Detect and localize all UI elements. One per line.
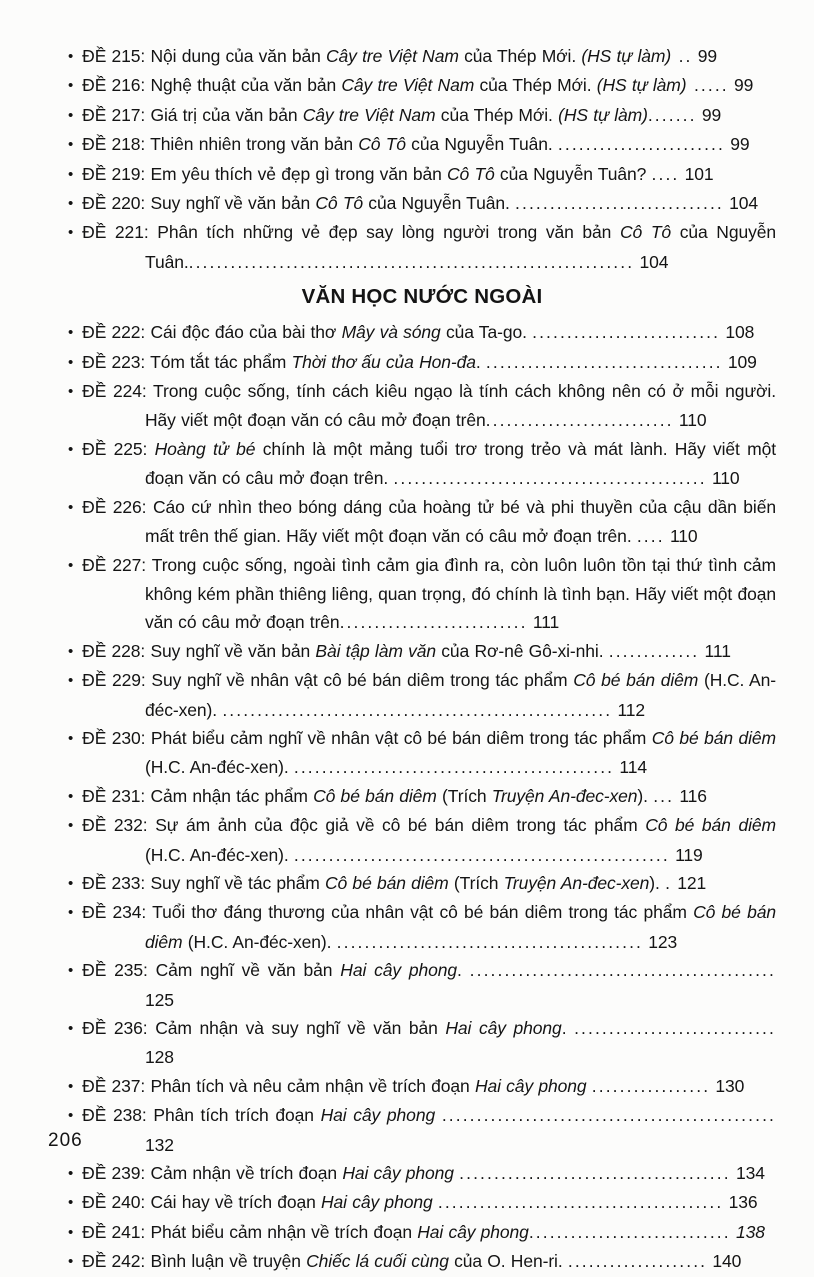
- bullet-icon: •: [68, 904, 74, 922]
- entry-text: Hai cây phong: [417, 1221, 529, 1242]
- entry-text: của Rơ-nê Gô-xi-nhi.: [436, 640, 609, 661]
- entry-text: Cây tre Việt Nam: [326, 46, 459, 66]
- entry-label: ĐỀ 222:: [82, 322, 146, 343]
- leader-dots: ....: [636, 526, 665, 547]
- entry-label: ĐỀ 219:: [82, 163, 146, 184]
- leader-dots: ........................: [557, 134, 725, 155]
- entry-text: Bình luận về truyện: [150, 1251, 307, 1272]
- entry-text: Cô Tô: [619, 222, 672, 243]
- bullet-icon: •: [68, 1020, 74, 1037]
- toc-entry-219: [68, 160, 776, 189]
- entry-text: Tuổi thơ đáng thương của nhân vật cô bé bán diêm trong tác phẩm: [152, 902, 694, 923]
- entry-label: ĐỀ 220:: [82, 193, 146, 214]
- bullet-icon: •: [68, 136, 74, 154]
- entry-text: Giá trị của văn bản: [150, 104, 303, 125]
- entry-text: Truyện An-đec-xen: [503, 872, 650, 893]
- toc-entry-216: [68, 71, 776, 100]
- entry-label: ĐỀ 240:: [82, 1192, 146, 1213]
- page-ref: 108: [720, 322, 755, 343]
- bullet-icon: •: [68, 817, 74, 835]
- entry-text: (Trích: [436, 785, 492, 806]
- entry-text: Phân tích và nêu cảm nhận về trích đoạn: [150, 1075, 475, 1096]
- entry-text: Trong cuộc sống, ngoài tình cảm gia đình ra, còn luôn luôn tồn tại thứ tình cảm không kém phần thiêng liêng, quan trọng, đó chính là tình bạn. Hãy viết một đoạn văn có câu mở đoạn trên: [145, 554, 776, 633]
- toc-entry-218: [68, 130, 776, 159]
- entry-text: Cô Tô: [358, 134, 406, 155]
- entry-text: Sự ám ảnh của độc giả về cô bé bán diêm trong tác phẩm: [155, 815, 646, 836]
- entry-label: ĐỀ 238:: [82, 1105, 147, 1126]
- entry-text: Cái độc đáo của bài thơ: [150, 322, 342, 343]
- page-ref: 136: [723, 1192, 758, 1213]
- entry-text: Phát biểu cảm nghĩ về nhân vật cô bé bán diêm trong tác phẩm: [150, 727, 652, 748]
- entry-text: (H.C. An-đéc-xen).: [145, 757, 294, 778]
- entry-text: Thiên nhiên trong văn bản: [150, 134, 359, 155]
- entry-label: ĐỀ 235:: [82, 960, 148, 981]
- entry-text: của Thép Mới.: [458, 46, 582, 66]
- leader-dots: .....: [686, 75, 729, 96]
- page-ref: 112: [612, 699, 646, 720]
- entry-label: ĐỀ 228:: [82, 640, 146, 661]
- entry-text: .: [475, 351, 486, 372]
- entry-text: Bài tập làm văn: [315, 640, 437, 661]
- toc-list: [68, 42, 776, 1277]
- toc-entry-242: [68, 1247, 776, 1276]
- entry-label: ĐỀ 223:: [82, 351, 146, 372]
- entry-label: ĐỀ 230:: [82, 727, 146, 748]
- page-ref: 130: [710, 1075, 745, 1096]
- entry-text: Hai cây phong: [445, 1018, 562, 1038]
- entry-text: của Ta-go.: [440, 322, 533, 343]
- toc-entry-224: [68, 377, 776, 435]
- page-ref: 99: [692, 46, 718, 66]
- leader-dots: ...........................: [339, 612, 528, 633]
- entry-text: của O. Hen-ri.: [448, 1251, 568, 1272]
- entry-label: ĐỀ 217:: [82, 104, 146, 125]
- entry-text: Chiếc lá cuối cùng: [306, 1251, 449, 1272]
- entry-text: Cô bé bán diêm: [573, 670, 699, 691]
- bullet-icon: •: [68, 498, 74, 516]
- bullet-icon: •: [68, 106, 74, 124]
- entry-text: [435, 1105, 442, 1125]
- bullet-icon: •: [68, 383, 74, 401]
- entry-text: Phát biểu cảm nhận về trích đoạn: [150, 1221, 418, 1242]
- bullet-icon: •: [68, 1253, 74, 1271]
- entry-label: ĐỀ 227:: [82, 554, 146, 575]
- leader-dots: .................: [591, 1075, 711, 1096]
- bullet-icon: •: [68, 353, 74, 371]
- page-ref: 104: [723, 193, 759, 214]
- entry-text: Trong cuộc sống, tính cách kiêu ngạo là tính cách không nên có ở mỗi người. Hãy viết một đoạn văn có câu mở đoạn trên: [145, 381, 776, 431]
- entry-label: ĐỀ 218:: [82, 134, 146, 155]
- page-ref: 110: [706, 468, 740, 489]
- page-ref: 109: [722, 351, 757, 372]
- bullet-icon: •: [68, 556, 74, 574]
- leader-dots: .: [665, 872, 673, 893]
- page-ref: 111: [699, 640, 731, 661]
- page-ref: 116: [674, 785, 707, 806]
- entry-text: Mây và sóng: [341, 322, 441, 343]
- toc-entry-220: [68, 189, 776, 218]
- entry-text: Cô Tô: [315, 193, 364, 214]
- entry-label: ĐỀ 224:: [82, 381, 147, 402]
- leader-dots: ................................................................: [188, 251, 635, 272]
- toc-entry-241: [68, 1218, 776, 1247]
- entry-label: ĐỀ 237:: [82, 1075, 146, 1096]
- page-ref: 104: [634, 251, 669, 272]
- entry-text: Hoàng tử bé: [154, 438, 256, 459]
- page-ref: 99: [696, 104, 722, 125]
- entry-text: (HS tự làm): [596, 75, 687, 96]
- toc-entry-222: [68, 318, 776, 347]
- leader-dots: ............................................: [336, 931, 644, 952]
- toc-entry-226: [68, 493, 776, 551]
- bullet-icon: •: [68, 324, 74, 342]
- leader-dots: ..: [671, 46, 693, 66]
- entry-text: Em yêu thích vẻ đẹp gì trong văn bản: [150, 163, 448, 184]
- toc-entry-235: [68, 956, 776, 1014]
- entry-text: Cây tre Việt Nam: [302, 104, 436, 125]
- bullet-icon: •: [68, 874, 74, 892]
- page-ref: 111: [527, 612, 560, 633]
- page-ref: 138: [730, 1221, 765, 1242]
- entry-text: Cáo cứ nhìn theo bóng dáng của hoàng tử bé và phi thuyền của cậu dần biến mất trên thế gian. Hãy viết một đoạn văn có câu mở đoạn trên.: [145, 496, 776, 547]
- bullet-icon: •: [68, 1107, 74, 1125]
- leader-dots: .......: [647, 104, 697, 125]
- entry-text: Hai cây phong: [474, 1075, 587, 1096]
- leader-dots: .......................................: [459, 1163, 731, 1184]
- toc-entry-215: [68, 42, 776, 71]
- toc-entry-238: [68, 1101, 776, 1159]
- toc-entry-229: [68, 666, 776, 724]
- bullet-icon: •: [68, 195, 74, 213]
- leader-dots: ......................................................: [293, 844, 670, 865]
- entry-text: ).: [637, 785, 654, 806]
- bullet-icon: •: [68, 672, 74, 690]
- entry-text: Hai cây phong: [320, 1105, 436, 1126]
- toc-entry-223: [68, 348, 776, 377]
- page-number: 206: [48, 1130, 83, 1151]
- entry-text: .: [457, 960, 470, 981]
- page-ref: 110: [673, 410, 707, 431]
- leader-dots: .............................: [528, 1221, 731, 1242]
- entry-text: Cô bé bán diêm: [645, 815, 776, 836]
- entry-text: Suy nghĩ về nhân vật cô bé bán diêm trong tác phẩm: [151, 670, 574, 691]
- toc-entry-228: [68, 637, 776, 666]
- entry-text: Tóm tắt tác phẩm: [150, 351, 292, 372]
- toc-entry-217: [68, 101, 776, 130]
- leader-dots: .............: [608, 640, 700, 661]
- entry-text: Thời thơ ấu của Hon-đa: [291, 351, 476, 372]
- leader-dots: ....................: [567, 1251, 708, 1272]
- leader-dots: ...........................: [485, 410, 674, 431]
- entry-text: Hai cây phong: [321, 1192, 433, 1213]
- page-ref: 99: [724, 134, 750, 155]
- leader-dots: ............................................: [469, 960, 776, 981]
- entry-text: chính là một mảng tuổi trơ trong trẻo và mát lành. Hãy viết một đoạn văn có câu mở đoạn trên.: [145, 438, 776, 489]
- page-ref: 119: [669, 844, 703, 865]
- leader-dots: ..............................: [515, 193, 724, 214]
- entry-text: (HS tự làm): [581, 46, 672, 66]
- bullet-icon: •: [68, 77, 74, 95]
- entry-label: ĐỀ 226:: [82, 496, 147, 517]
- entry-text: Truyện An-đec-xen: [491, 785, 638, 806]
- entry-text: Suy nghĩ về văn bản: [150, 640, 316, 661]
- entry-text: Hai cây phong: [340, 960, 458, 981]
- toc-entry-227: [68, 551, 776, 637]
- bullet-icon: •: [68, 962, 74, 980]
- entry-text: Cảm nhận về trích đoạn: [150, 1163, 343, 1184]
- entry-text: Cảm nghĩ về văn bản: [155, 960, 341, 981]
- section-heading: VĂN HỌC NƯỚC NGOÀI: [301, 285, 543, 309]
- bullet-icon: •: [68, 1223, 74, 1241]
- entry-text: Hai cây phong: [342, 1163, 454, 1184]
- toc-entry-240: [68, 1188, 776, 1217]
- entry-text: của Nguyễn Tuân.: [363, 193, 516, 214]
- entry-text: Suy nghĩ về văn bản: [150, 193, 316, 214]
- entry-text: của Nguyễn Tuân.: [405, 134, 558, 155]
- entry-label: ĐỀ 242:: [82, 1251, 146, 1272]
- entry-text: (H.C. An-đéc-xen).: [145, 670, 776, 720]
- page-ref: 140: [707, 1251, 742, 1272]
- bullet-icon: •: [68, 48, 74, 65]
- entry-label: ĐỀ 233:: [82, 872, 146, 893]
- page-ref: 114: [614, 757, 648, 778]
- entry-text: Cảm nhận tác phẩm: [150, 785, 314, 806]
- entry-text: Cây tre Việt Nam: [341, 75, 475, 96]
- entry-text: Cô bé bán diêm: [325, 872, 449, 893]
- page-ref: 121: [672, 872, 707, 893]
- toc-entry-221: [68, 218, 776, 276]
- entry-text: Cái hay về trích đoạn: [150, 1192, 322, 1213]
- entry-label: ĐỀ 215:: [82, 46, 146, 66]
- bullet-icon: •: [68, 224, 74, 242]
- leader-dots: ..............................................: [293, 757, 615, 778]
- entry-text: ).: [649, 872, 666, 893]
- bullet-icon: •: [68, 642, 74, 660]
- leader-dots: ....: [651, 163, 680, 184]
- entry-text: Phân tích trích đoạn: [153, 1105, 321, 1126]
- entry-text: của Thép Mới.: [474, 75, 597, 96]
- entry-label: ĐỀ 231:: [82, 785, 146, 806]
- page-ref: 128: [145, 1047, 174, 1068]
- page-ref: 134: [730, 1163, 765, 1184]
- entry-text: (Trích: [448, 872, 504, 893]
- leader-dots: ........................................................: [222, 699, 613, 720]
- entry-text: Cảm nhận và suy nghĩ về văn bản: [155, 1018, 446, 1038]
- entry-text: (H.C. An-đéc-xen).: [182, 931, 337, 952]
- entry-text: (HS tự làm): [558, 104, 648, 125]
- toc-entry-225: [68, 435, 776, 493]
- entry-text: Cô Tô: [447, 163, 495, 184]
- toc-entry-232: [68, 811, 776, 869]
- leader-dots: ...: [653, 785, 675, 806]
- entry-label: ĐỀ 236:: [82, 1018, 148, 1038]
- bullet-icon: •: [68, 1077, 74, 1095]
- entry-label: ĐỀ 241:: [82, 1221, 146, 1242]
- toc-entry-236: [68, 1014, 776, 1072]
- entry-text: của Thép Mới.: [435, 104, 559, 125]
- bullet-icon: •: [68, 787, 74, 805]
- entry-text: của Nguyễn Tuân?: [494, 163, 652, 184]
- leader-dots: ...........................: [532, 322, 721, 343]
- toc-entry-231: [68, 782, 776, 811]
- entry-text: Phân tích những vẻ đẹp say lòng người trong văn bản: [157, 222, 620, 243]
- entry-label: ĐỀ 225:: [82, 438, 148, 459]
- page-ref: 101: [679, 163, 714, 184]
- page-ref: 99: [728, 75, 754, 96]
- toc-entry-230: [68, 724, 776, 782]
- bullet-icon: •: [68, 1165, 74, 1183]
- bullet-icon: •: [68, 1194, 74, 1212]
- entry-label: ĐỀ 221:: [82, 222, 149, 243]
- entry-label: ĐỀ 216:: [82, 75, 146, 96]
- bullet-icon: •: [68, 440, 74, 458]
- entry-label: ĐỀ 234:: [82, 902, 147, 923]
- toc-entry-239: [68, 1159, 776, 1188]
- page-ref: 123: [643, 931, 678, 952]
- entry-text: .: [561, 1018, 575, 1038]
- entry-text: (H.C. An-đéc-xen).: [145, 844, 294, 865]
- page-ref: 110: [664, 526, 698, 547]
- entry-text: Suy nghĩ về tác phẩm: [150, 872, 325, 893]
- page-ref: 132: [145, 1134, 174, 1155]
- leader-dots: .............................: [574, 1018, 776, 1038]
- bullet-icon: •: [68, 729, 74, 747]
- toc-entry-233: [68, 869, 776, 898]
- entry-text: Cô bé bán diêm: [145, 902, 776, 952]
- entry-label: ĐỀ 232:: [82, 815, 148, 836]
- leader-dots: ................................................: [441, 1105, 776, 1126]
- entry-label: ĐỀ 239:: [82, 1163, 146, 1184]
- page-ref: 125: [145, 989, 174, 1010]
- leader-dots: ..................................: [485, 351, 723, 372]
- entry-text: Nghệ thuật của văn bản: [150, 75, 342, 96]
- entry-text: Cô bé bán diêm: [651, 727, 776, 748]
- bullet-icon: •: [68, 165, 74, 183]
- entry-text: của Nguyễn Tuân.: [145, 222, 776, 272]
- entry-label: ĐỀ 229:: [82, 670, 146, 691]
- leader-dots: .........................................: [437, 1192, 724, 1213]
- toc-entry-234: [68, 898, 776, 956]
- entry-text: Nội dung của văn bản: [150, 46, 326, 66]
- entry-text: Cô bé bán diêm: [313, 785, 437, 806]
- leader-dots: .............................................: [393, 468, 707, 489]
- toc-entry-237: [68, 1072, 776, 1101]
